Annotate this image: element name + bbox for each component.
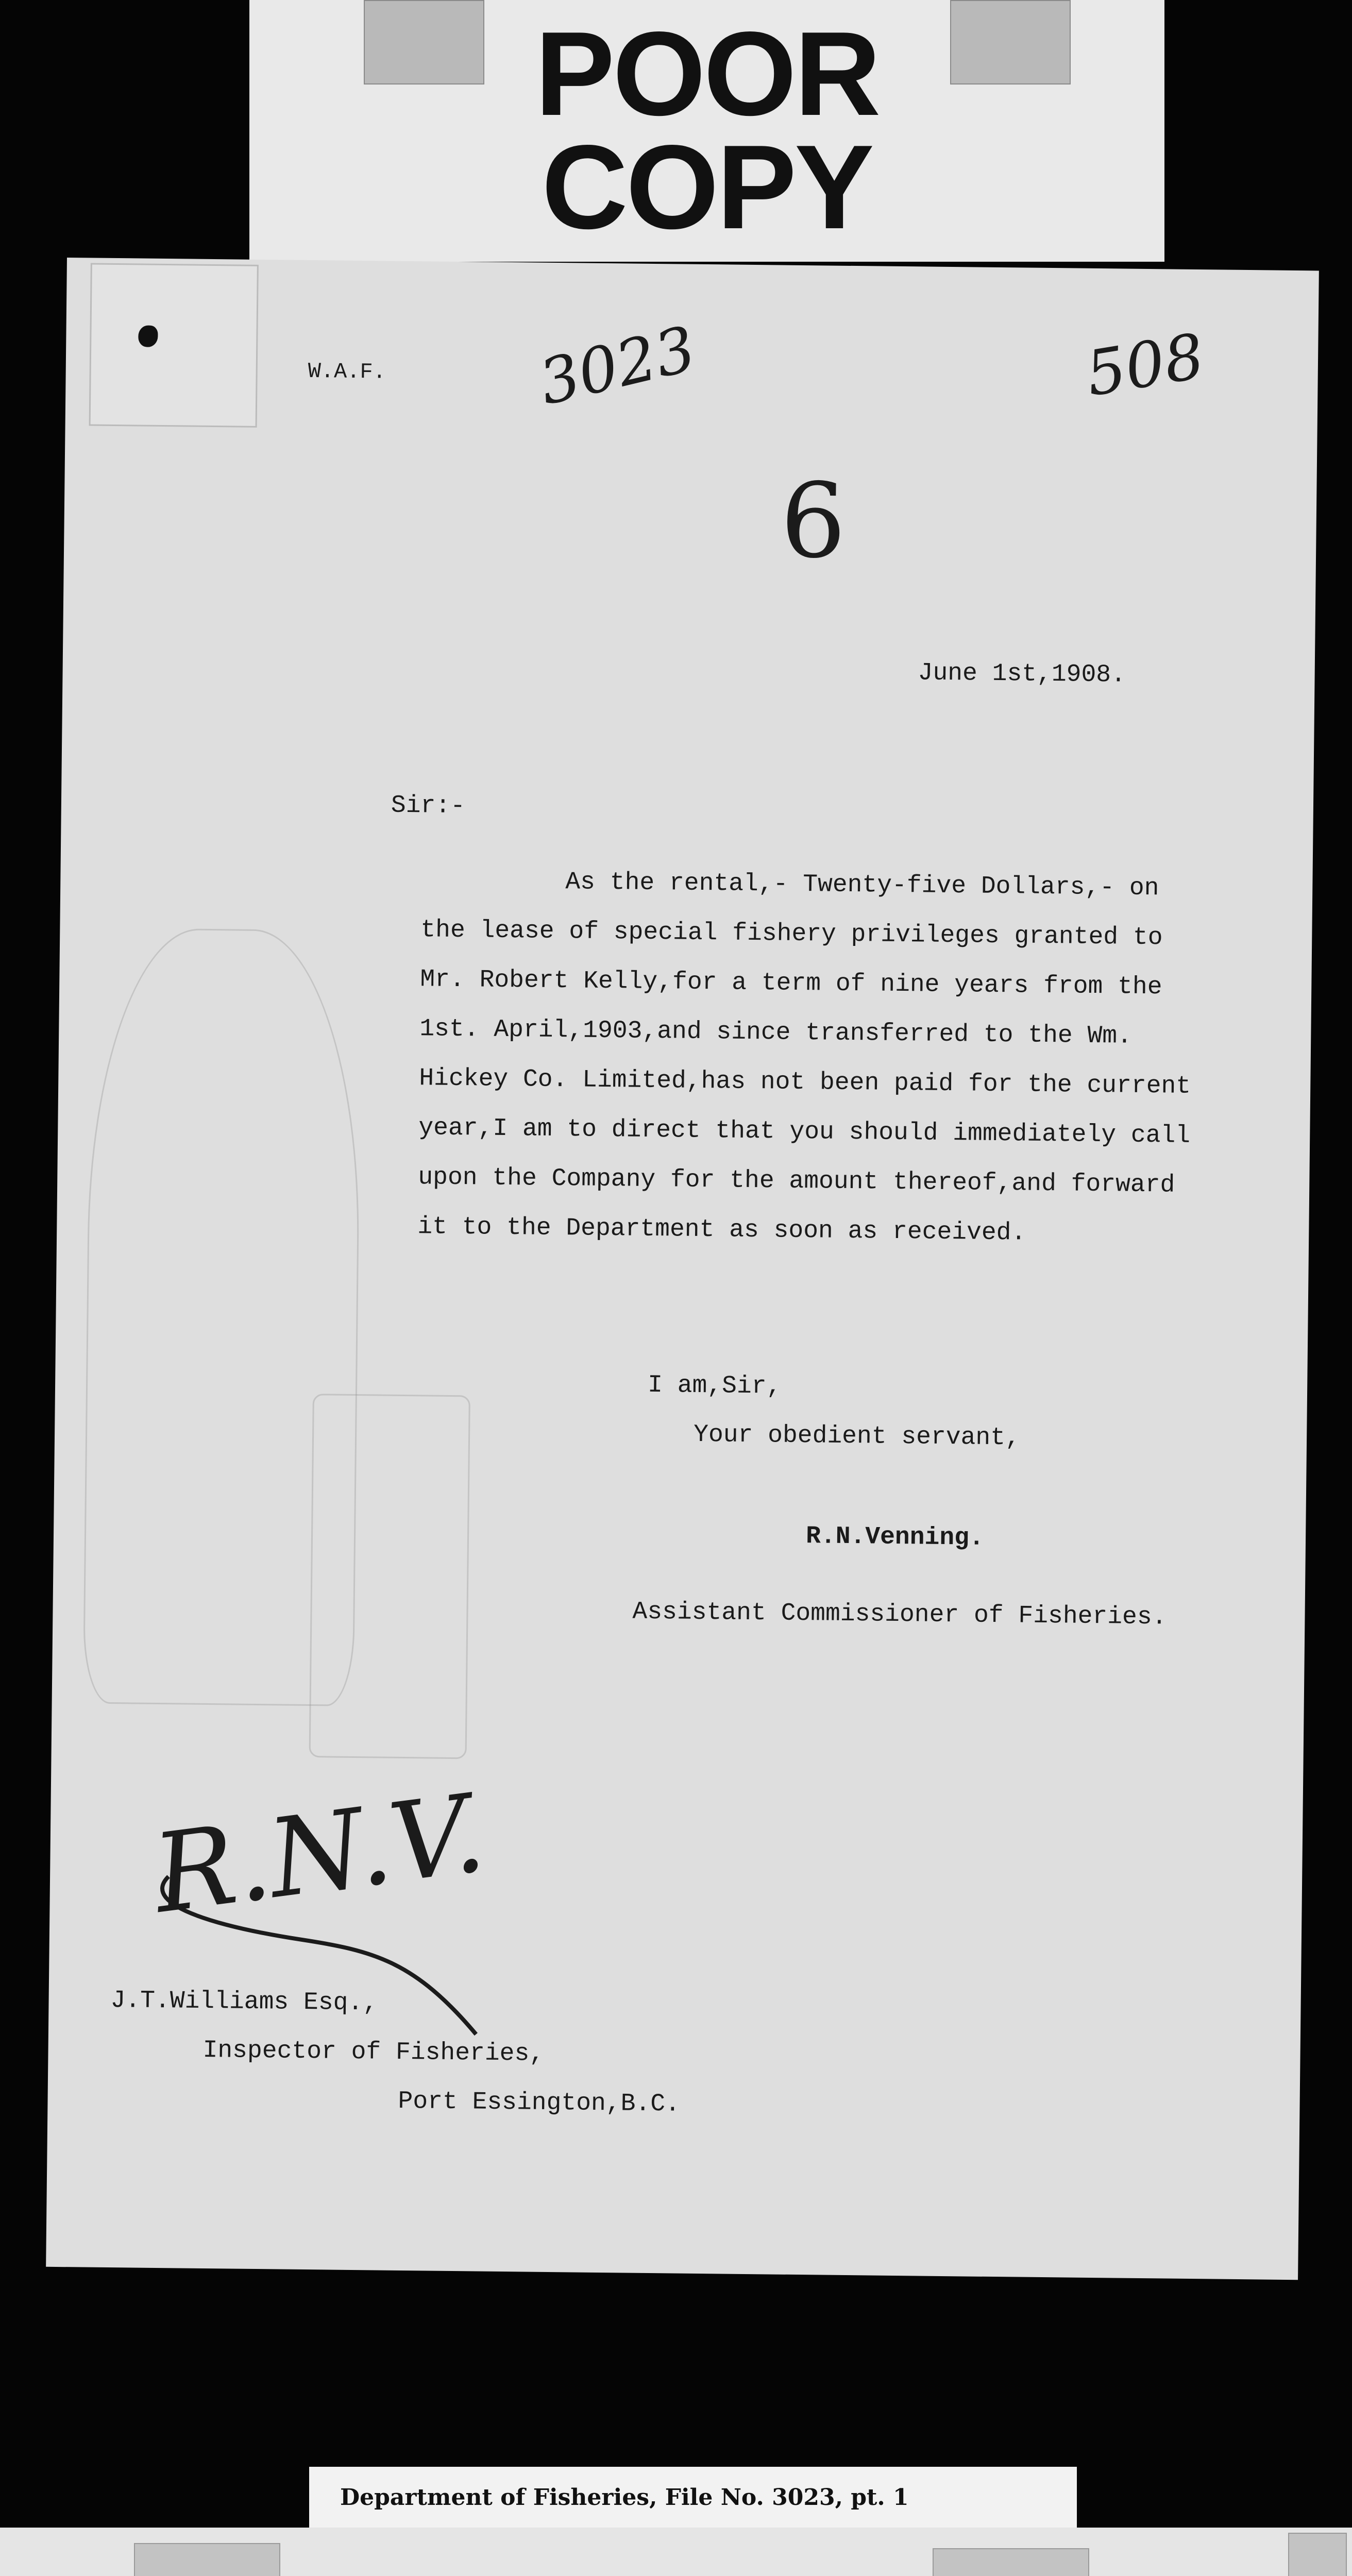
- archives-stamp: [0, 2528, 1352, 2576]
- tape-strip: [134, 2543, 280, 2576]
- body-line: the lease of special fishery privileges granted to: [420, 916, 1163, 952]
- sender-initials: W.A.F.: [308, 359, 386, 385]
- body-line: Mr. Robert Kelly,for a term of nine years from the: [420, 965, 1162, 1002]
- signature: R.N.Venning.: [805, 1522, 985, 1552]
- handwritten-mark: 6: [780, 461, 847, 582]
- handwritten-flourish: [146, 1866, 509, 2050]
- recipient-name: J.T.Williams Esq.,: [110, 1987, 378, 2018]
- page-number: 508: [1081, 320, 1209, 411]
- body-line: year,I am to direct that you should immediately call: [418, 1114, 1191, 1150]
- recipient-title: Inspector of Fisheries,: [202, 2036, 545, 2068]
- body-line: upon the Company for the amount thereof,and forward: [418, 1163, 1175, 1199]
- poor-copy-label: [249, 0, 1164, 262]
- letter-sheet: [46, 258, 1319, 2280]
- corner-tab: [89, 263, 259, 427]
- tape-strip: [1288, 2533, 1347, 2576]
- handwritten-file-number: 3023: [532, 313, 703, 419]
- signatory-title: Assistant Commissioner of Fisheries.: [632, 1598, 1167, 1632]
- closing: I am,Sir,: [647, 1371, 782, 1401]
- closing-servant: Your obedient servant,: [693, 1420, 1021, 1452]
- body-line: it to the Department as soon as received.: [417, 1213, 1026, 1247]
- handwritten-initials: R.N.V.: [146, 1769, 492, 1938]
- body-line: As the rental,- Twenty-five Dollars,- on: [565, 868, 1159, 903]
- catalog-label: Department of Fisheries, File No. 3023, pt. 1: [309, 2467, 1077, 2528]
- tape-strip: [933, 2548, 1089, 2576]
- poor-copy-line-2: COPY: [542, 121, 872, 254]
- poor-copy-line-1: POOR: [535, 7, 879, 141]
- recipient-address: Port Essington,B.C.: [398, 2087, 681, 2119]
- faint-stamp: [309, 1394, 470, 1759]
- letter-date: June 1st,1908.: [918, 659, 1126, 689]
- tape-strip: [364, 0, 484, 84]
- letter-body: [417, 867, 1272, 1247]
- salutation: Sir:-: [391, 791, 466, 821]
- tape-strip: [950, 0, 1071, 84]
- body-line: 1st. April,1903,and since transferred to the Wm.: [419, 1015, 1133, 1050]
- body-line: Hickey Co. Limited,has not been paid for the current: [419, 1064, 1191, 1100]
